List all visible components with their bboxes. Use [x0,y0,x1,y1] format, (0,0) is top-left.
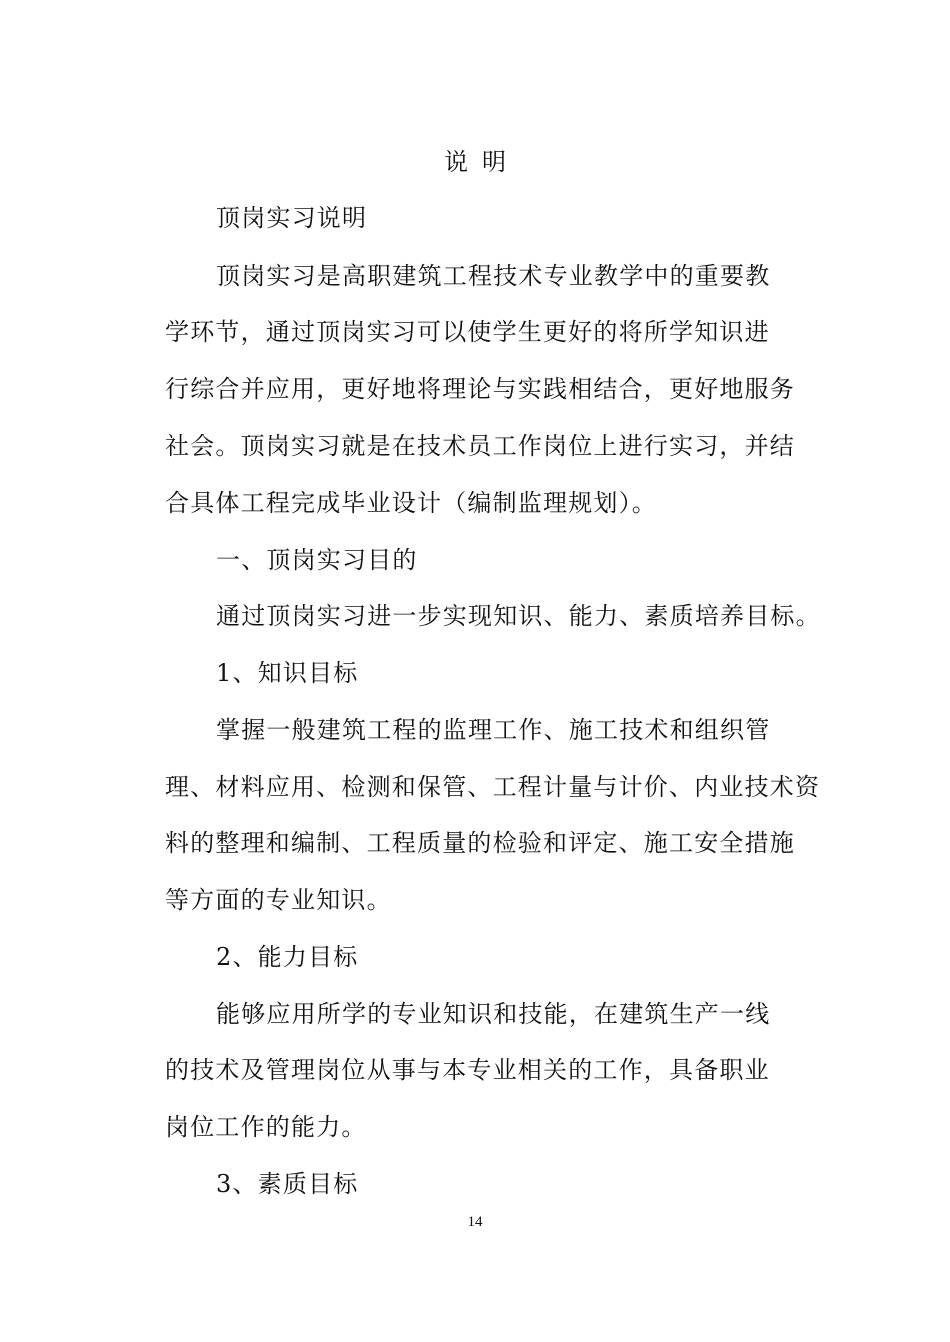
item-1-paragraph-line-3: 料的整理和编制、工程质量的检验和评定、施工安全措施 [165,829,795,857]
intro-heading: 顶岗实习说明 [216,204,368,232]
item-2-paragraph-line-1: 能够应用所学的专业知识和技能，在建筑生产一线 [216,1000,771,1028]
intro-paragraph-line-3: 行综合并应用，更好地将理论与实践相结合，更好地服务 [165,375,795,403]
intro-paragraph-line-2: 学环节，通过顶岗实习可以使学生更好的将所学知识进 [165,318,770,346]
page-title: 说明 [444,148,520,176]
item-1-heading: 1、知识目标 [216,659,359,687]
intro-paragraph-line-1: 顶岗实习是高职建筑工程技术专业教学中的重要教 [216,262,771,290]
item-1-paragraph-line-4: 等方面的专业知识。 [165,886,392,914]
item-2-heading: 2、能力目标 [216,943,359,971]
intro-paragraph-line-4: 社会。顶岗实习就是在技术员工作岗位上进行实习，并结 [165,432,795,460]
intro-paragraph-line-5: 合具体工程完成毕业设计（编制监理规划）。 [165,489,657,517]
item-2-paragraph-line-3: 岗位工作的能力。 [165,1113,367,1141]
page-number: 14 [467,1214,483,1230]
item-3-heading: 3、素质目标 [216,1170,359,1198]
item-1-paragraph-line-1: 掌握一般建筑工程的监理工作、施工技术和组织管 [216,716,771,744]
section-1-text: 通过顶岗实习进一步实现知识、能力、素质培养目标。 [216,602,821,630]
item-2-paragraph-line-2: 的技术及管理岗位从事与本专业相关的工作，具备职业 [165,1056,770,1084]
section-1-heading: 一、顶岗实习目的 [216,546,418,574]
item-1-paragraph-line-2: 理、材料应用、检测和保管、工程计量与计价、内业技术资 [165,773,821,801]
